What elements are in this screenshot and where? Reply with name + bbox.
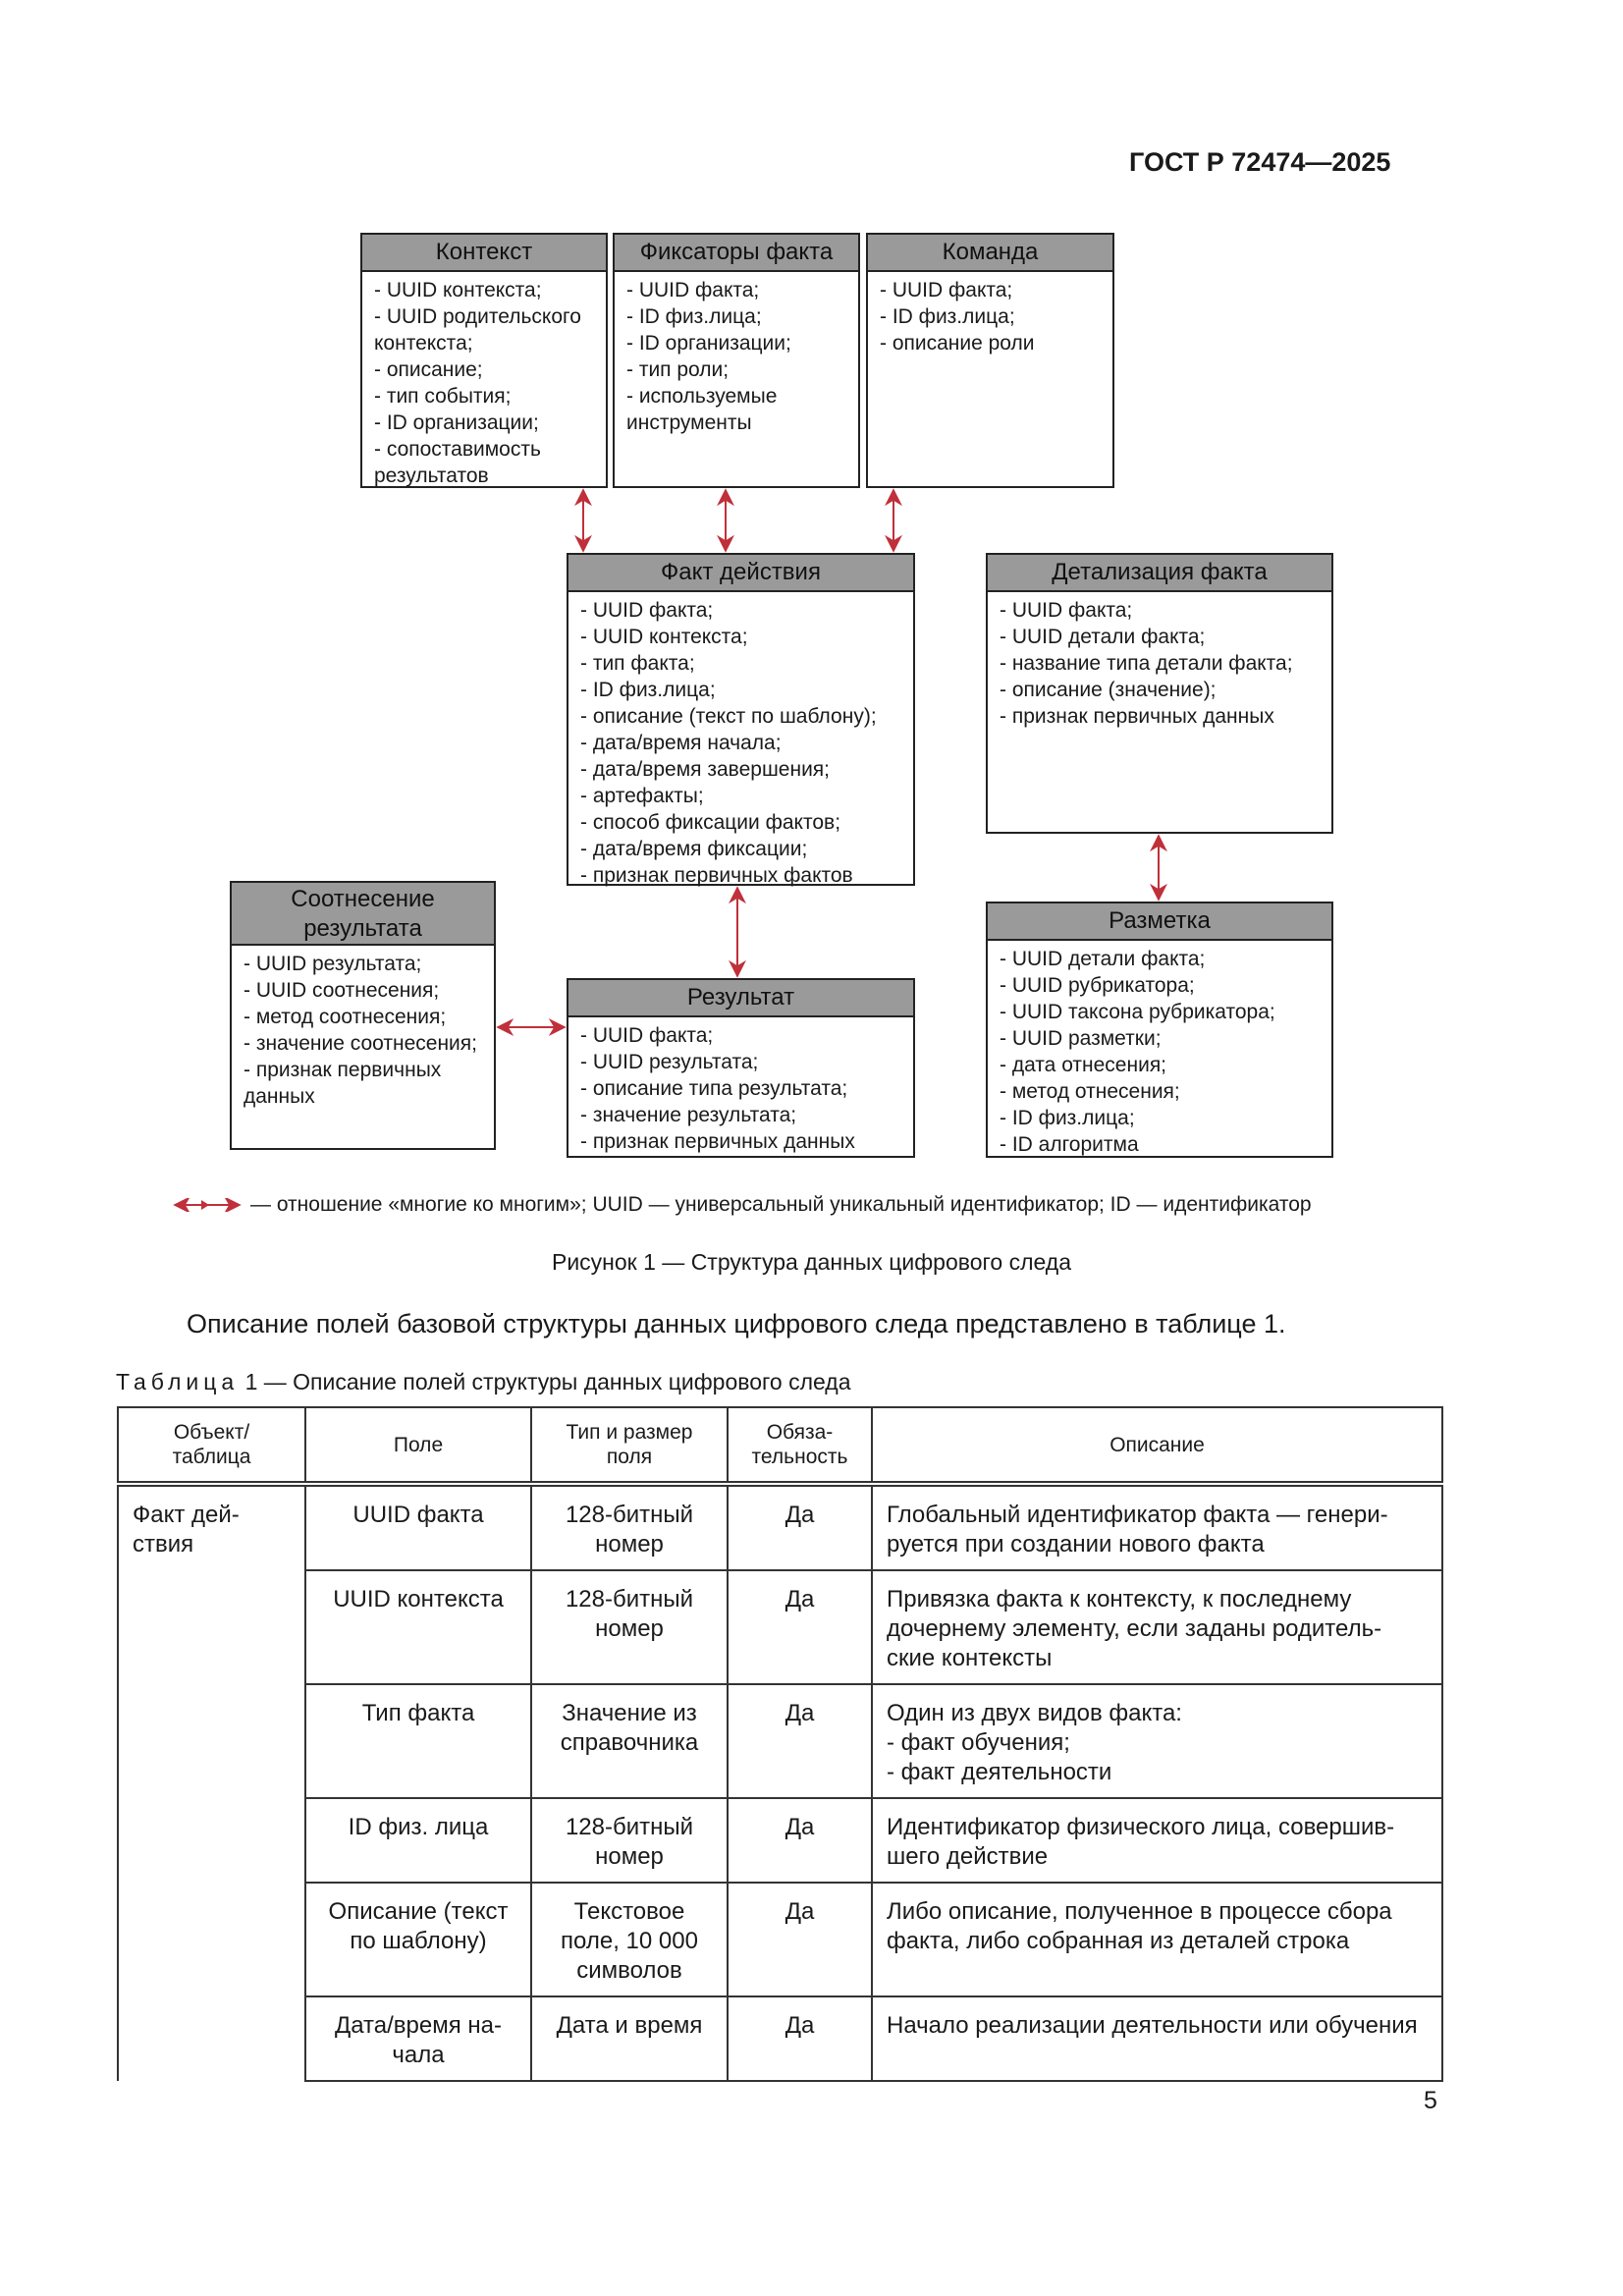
table-row [118, 1883, 1442, 1996]
cell-field: UUID факта [305, 1484, 531, 1570]
entity-title: Разметка [988, 903, 1331, 941]
entity-field: - UUID рубрикатора; [1000, 974, 1195, 997]
entity-field: - описание (текст по шаблону); [580, 705, 877, 728]
entity-title: Соотнесение результата [232, 883, 494, 946]
entity-field: - признак первичных данных [1000, 705, 1274, 728]
entity-field: - значение результата; [580, 1104, 797, 1126]
cell-object: Факт дей- ствия [118, 1484, 305, 2081]
cell-field: Дата/время на- чала [305, 1996, 531, 2081]
entity-title: Результат [568, 980, 913, 1017]
cell-required: Да [728, 1684, 872, 1798]
body-paragraph: Описание полей базовой структуры данных цифрового следа представлено в таблице 1. [187, 1309, 1286, 1339]
table-row [118, 1798, 1442, 1883]
cell-description: Привязка факта к контексту, к последнему дочернему элементу, если заданы родитель- ские контексты [872, 1570, 1442, 1684]
entity-field: - UUID детали факта; [1000, 626, 1206, 648]
table-caption [116, 1369, 851, 1395]
entity-field: - UUID результата; [580, 1051, 759, 1073]
cell-description: Либо описание, полученное в процессе сбора факта, либо собранная из деталей строка [872, 1883, 1442, 1996]
entity-field: - ID организации; [626, 332, 791, 355]
header-field: Поле [305, 1407, 531, 1484]
cell-field: ID физ. лица [305, 1798, 531, 1883]
entity-field: - UUID результата; [243, 953, 422, 975]
entity-field: - ID физ.лица; [880, 305, 1015, 328]
entity-title: Фиксаторы факта [615, 235, 858, 272]
entity-field: - описание; [374, 358, 483, 381]
header-required: Обяза- тельность [728, 1407, 872, 1484]
entity-field: - UUID факта; [626, 279, 760, 301]
entity-field: - название типа детали факта; [1000, 652, 1293, 675]
header-description: Описание [872, 1407, 1442, 1484]
entity-field: - дата/время начала; [580, 732, 782, 754]
entity-field: - тип роли; [626, 358, 730, 381]
double-arrow-icon [172, 1198, 243, 1212]
entity-field: - ID организации; [374, 411, 539, 434]
entity-field: - описание (значение); [1000, 679, 1217, 701]
cell-type: 128-битный номер [531, 1484, 728, 1570]
table-body [118, 1484, 1442, 2081]
entity-field: - UUID факта; [580, 599, 714, 622]
header-type: Тип и размер поля [531, 1407, 728, 1484]
cell-required: Да [728, 1484, 872, 1570]
entity-field: - тип факта; [580, 652, 695, 675]
entity-field: - UUID факта; [580, 1024, 714, 1047]
table-row [118, 1484, 1442, 1570]
table-row [118, 1570, 1442, 1684]
entity-field: - используемые инструменты [626, 385, 778, 434]
figure-caption: Рисунок 1 — Структура данных цифрового следа [551, 1249, 1071, 1275]
entity-field: - UUID контекста; [374, 279, 542, 301]
document-code: ГОСТ Р 72474—2025 [1129, 147, 1391, 177]
entity-field: - UUID разметки; [1000, 1027, 1162, 1050]
cell-type: Дата и время [531, 1996, 728, 2081]
cell-required: Да [728, 1883, 872, 1996]
cell-required: Да [728, 1798, 872, 1883]
entity-field: - UUID детали факта; [1000, 948, 1206, 970]
entity-title: Контекст [362, 235, 606, 272]
entity-field: - дата/время завершения; [580, 758, 830, 781]
entity-field: - ID физ.лица; [1000, 1107, 1135, 1129]
header-object: Объект/ таблица [118, 1407, 305, 1484]
cell-description: Начало реализации деятельности или обучения [872, 1996, 1442, 2081]
table-caption-text: 1 — Описание полей структуры данных цифрового следа [239, 1369, 851, 1394]
entity-field: - UUID факта; [880, 279, 1013, 301]
table-header-row [118, 1407, 1442, 1484]
cell-type: Значение из справочника [531, 1684, 728, 1798]
cell-type: 128-битный номер [531, 1798, 728, 1883]
entity-field: - описание роли [880, 332, 1035, 355]
cell-required: Да [728, 1996, 872, 2081]
cell-field: Тип факта [305, 1684, 531, 1798]
cell-field: Описание (текст по шаблону) [305, 1883, 531, 1996]
entity-field: - описание типа результата; [580, 1077, 848, 1100]
entity-field: - UUID факта; [1000, 599, 1133, 622]
entity-field: - признак первичных данных [243, 1059, 442, 1108]
entity-field: - признак первичных данных [580, 1130, 855, 1153]
entity-field: - ID физ.лица; [626, 305, 762, 328]
cell-field: UUID контекста [305, 1570, 531, 1684]
entity-field: - UUID таксона рубрикатора; [1000, 1001, 1275, 1023]
table-row [118, 1684, 1442, 1798]
entity-field: - сопоставимость результатов [374, 438, 541, 487]
table-caption-label: Таблица [116, 1369, 240, 1394]
entity-field: - UUID контекста; [580, 626, 748, 648]
entity-title: Факт действия [568, 555, 913, 592]
entity-field: - дата/время фиксации; [580, 838, 808, 860]
cell-type: 128-битный номер [531, 1570, 728, 1684]
entity-field: - значение соотнесения; [243, 1032, 477, 1055]
entity-field: - способ фиксации фактов; [580, 811, 841, 834]
table-row [118, 1996, 1442, 2081]
cell-required: Да [728, 1570, 872, 1684]
entity-title: Команда [868, 235, 1112, 272]
cell-description: Глобальный идентификатор факта — генери- руется при создании нового факта [872, 1484, 1442, 1570]
diagram-legend [172, 1193, 1312, 1217]
fields-table [117, 1406, 1443, 2082]
entity-title: Детализация факта [988, 555, 1331, 592]
entity-field: - метод соотнесения; [243, 1006, 447, 1028]
entity-field: - дата отнесения; [1000, 1054, 1167, 1076]
cell-description: Идентификатор физического лица, совершив- шего действие [872, 1798, 1442, 1883]
entity-field: - UUID родительского контекста; [374, 305, 581, 355]
page-number: 5 [1424, 2087, 1437, 2114]
entity-field: - ID алгоритма [1000, 1133, 1139, 1156]
cell-description: Один из двух видов факта: - факт обучения; - факт деятельности [872, 1684, 1442, 1798]
entity-field: - метод отнесения; [1000, 1080, 1180, 1103]
entity-field: - артефакты; [580, 785, 704, 807]
entity-field: - UUID соотнесения; [243, 979, 440, 1002]
entity-field: - тип события; [374, 385, 512, 408]
legend-text: — отношение «многие ко многим»; UUID — универсальный уникальный идентификатор; ID — идентификатор [250, 1193, 1312, 1216]
cell-type: Текстовое поле, 10 000 символов [531, 1883, 728, 1996]
entity-field: - признак первичных фактов [580, 864, 853, 887]
entity-field: - ID физ.лица; [580, 679, 716, 701]
